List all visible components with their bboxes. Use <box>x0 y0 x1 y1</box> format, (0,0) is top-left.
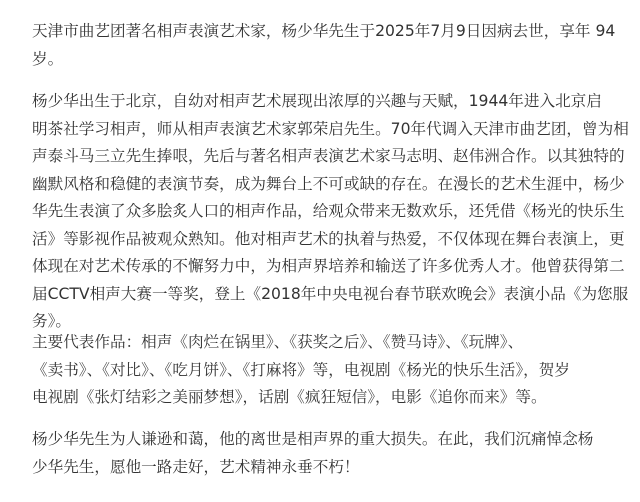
text-line: 杨少华出生于北京，自幼对相声艺术展现出浓厚的兴趣与天赋，1944年进入北京启 <box>32 92 602 110</box>
text-line: 幽默风格和稳健的表演节奏，成为舞台上不可或缺的存在。在漫长的艺术生涯中，杨少 <box>32 174 625 193</box>
text-line: 电视剧《张灯结彩之美丽梦想》，话剧《疯狂短信》，电影《追你而来》等。 <box>32 388 547 406</box>
text-line: 少华先生，愿他一路走好，艺术精神永垂不朽！ <box>32 457 360 476</box>
text-line: 体现在对艺术传承的不懈努力中，为相声界培养和输送了许多优秀人才。他曾获得第二 <box>32 257 625 275</box>
paragraph-biography <box>32 88 629 336</box>
text-line: 杨少华先生为人谦逊和蔼，他的离世是相声界的重大损失。在此，我们沉痛悼念杨 <box>32 430 594 448</box>
text-line: 岁。 <box>32 49 64 68</box>
text-line: 华先生表演了众多脍炙人口的相声作品，给观众带来无数欢乐，还凭借《杨光的快乐生 <box>32 202 625 220</box>
text-line: 天津市曲艺团著名相声表演艺术家，杨少华先生于2025年7月9日因病去世，享年 94 <box>32 22 616 40</box>
text-line: 明茶社学习相声，师从相声表演艺术家郭荣启先生。70年代调入天津市曲艺团，曾为相 <box>32 119 629 138</box>
text-line: 主要代表作品：相声《肉烂在锅里》、《获奖之后》、《赞马诗》、《玩牌》、 <box>32 333 524 351</box>
text-line: 届CCTV相声大赛一等奖，登上《2018年中央电视台春节联欢晚会》表演小品《为您服 <box>32 284 629 303</box>
text-line: 《卖书》、《对比》、《吃月饼》、《打麻将》等，电视剧《杨光的快乐生活》，贺岁 <box>32 360 570 379</box>
paragraph-representative-works <box>32 329 622 412</box>
paragraph-death-announcement <box>32 18 622 73</box>
text-line: 活》等影视作品被观众熟知。他对相声艺术的执着与热爱，不仅体现在舞台表演上，更 <box>32 229 625 248</box>
paragraph-condolence <box>32 426 622 481</box>
text-line: 声泰斗马三立先生捧哏，先后与著名相声表演艺术家马志明、赵伟洲合作。以其独特的 <box>32 147 625 165</box>
text-line: 务》。 <box>32 312 71 330</box>
